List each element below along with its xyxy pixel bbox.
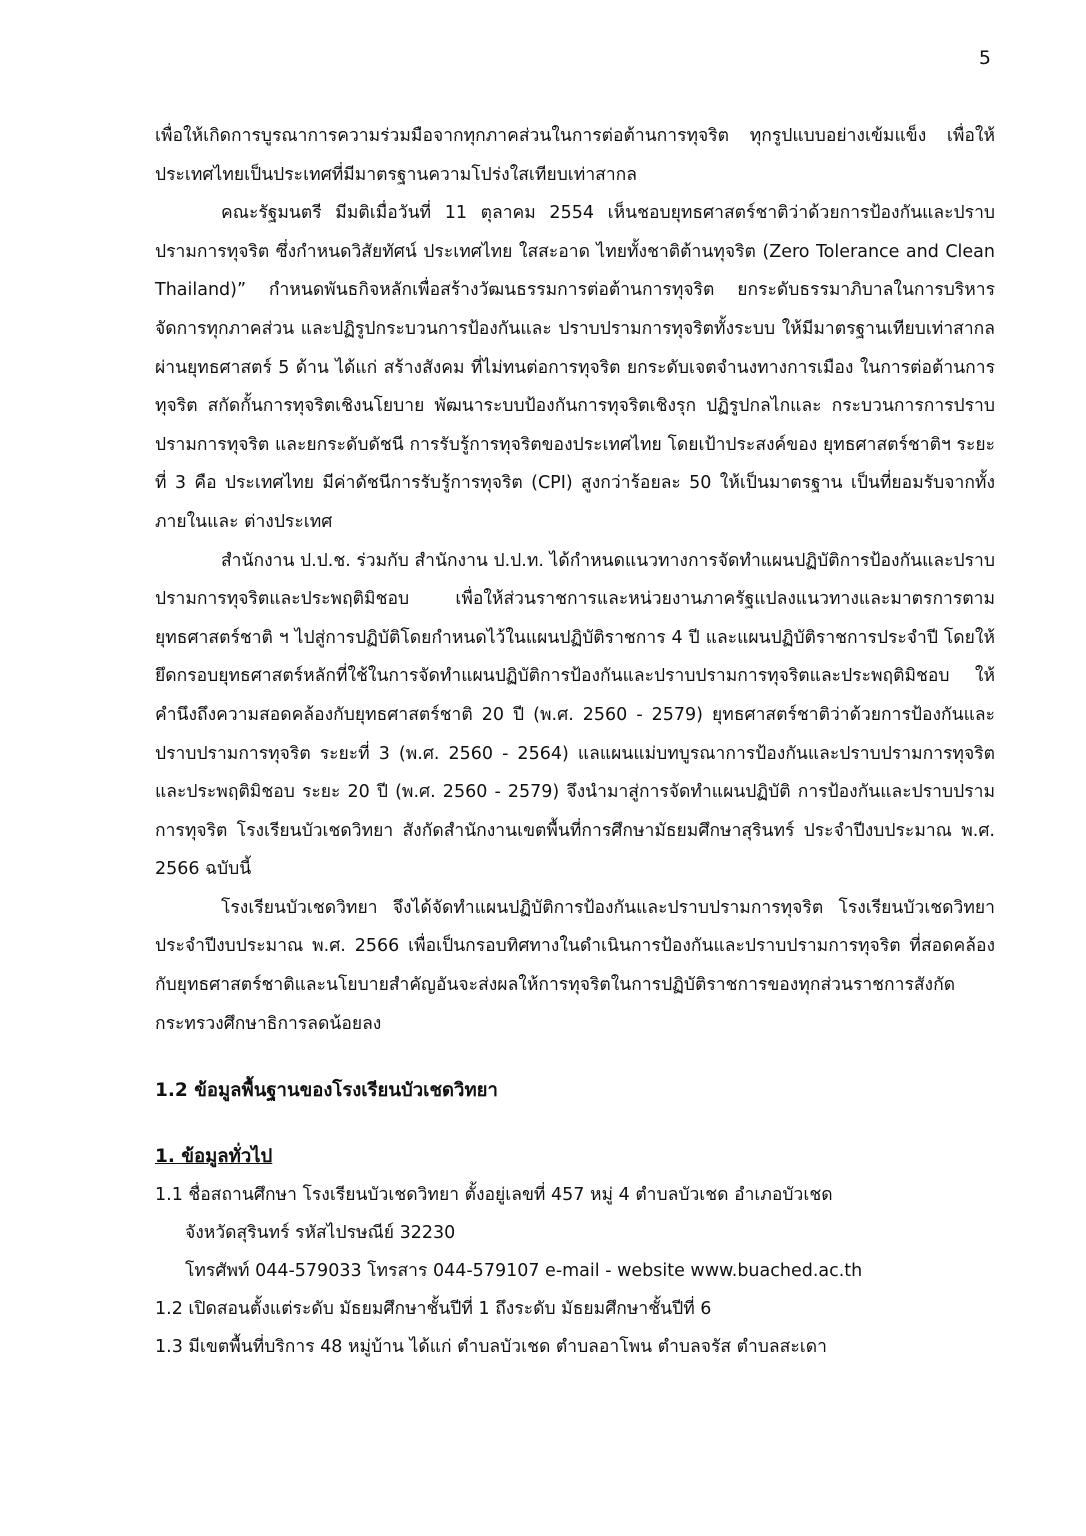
info-province-postal: จังหวัดสุรินทร์ รหัสไปรษณีย์ 32230: [185, 1223, 456, 1243]
section-heading: 1.2 ข้อมูลพื้นฐานของโรงเรียนบัวเชดวิทยา: [155, 1080, 498, 1101]
paragraph-intro: เพื่อให้เกิดการบูรณาการความร่วมมือจากทุกภาคส่วนในการต่อต้านการทุจริต ทุกรูปแบบอย่างเข้มแข็ง เพื่อให้ประเทศไทยเป็นประเทศที่มีมาตรฐานความโปร่งใสเทียบเท่าสากล: [155, 126, 995, 185]
info-contact: โทรศัพท์ 044-579033 โทรสาร 044-579107 e-mail - website www.buached.ac.th: [185, 1261, 863, 1281]
page-number: 5: [978, 47, 991, 69]
info-school-name-address: 1.1 ชื่อสถานศึกษา โรงเรียนบัวเชดวิทยา ตั้งอยู่เลขที่ 457 หมู่ 4 ตำบลบัวเชด อำเภอบัวเชด: [155, 1185, 833, 1205]
info-service-area: 1.3 มีเขตพื้นที่บริการ 48 หมู่บ้าน ได้แก่ ตำบลบัวเชด ตำบลอาโพน ตำบลจรัส ตำบลสะเดา: [155, 1337, 827, 1357]
paragraph-nacc-guidelines: สำนักงาน ป.ป.ช. ร่วมกับ สำนักงาน ป.ป.ท. ได้กำหนดแนวทางการจัดทำแผนปฏิบัติการป้องกันและปราบปรามการทุจริตและประพฤติมิชอบ เพื่อให้ส่วนราชการและหน่วยงานภาครัฐแปลงแนวทางและมาตรการตามยุทธศาสตร์ชาติ ฯ ไปสู่การปฏิบัติโดยกำหนดไว้ในแผนปฏิบัติราชการ 4 ปี และแผนปฏิบัติราชการประจำปี โดยให้ยึดกรอบยุทธศาสตร์หลักที่ใช้ในการจัดทำแผนปฏิบัติการป้องกันและปราบปรามการทุจริตและประพฤติมิชอบ ให้คำนึงถึงความสอดคล้องกับยุทธศาสตร์ชาติ 20 ปี (พ.ศ. 2560 - 2579) ยุทธศาสตร์ชาติว่าด้วยการป้องกันและปราบปรามการทุจริต ระยะที่ 3 (พ.ศ. 2560 - 2564) แลแผนแม่บทบูรณาการป้องกันและปราบปรามการทุจริตและประพฤติมิชอบ ระยะ 20 ปี (พ.ศ. 2560 - 2579) จึงนำมาสู่การจัดทำแผนปฏิบัติ การป้องกันและปราบปราม การทุจริต โรงเรียนบัวเชดวิทยา สังกัดสำนักงานเขตพื้นที่การศึกษามัธยมศึกษาสุรินทร์ ประจำปีงบประมาณ พ.ศ. 2566 ฉบับนี้: [155, 550, 995, 880]
sub-heading-general-info: 1. ข้อมูลทั่วไป: [155, 1146, 273, 1167]
paragraph-cabinet-resolution: คณะรัฐมนตรี มีมติเมื่อวันที่ 11 ตุลาคม 2554 เห็นชอบยุทธศาสตร์ชาติว่าด้วยการป้องกันและปราบปรามการทุจริต ซึ่งกำหนดวิสัยทัศน์ ประเทศไทย ใสสะอาด ไทยทั้งชาติต้านทุจริต (Zero Tolerance and Clean Thailand)” กำหนดพันธกิจหลักเพื่อสร้างวัฒนธรรมการต่อต้านการทุจริต ยกระดับธรรมาภิบาลในการบริหารจัดการทุกภาคส่วน และปฏิรูปกระบวนการป้องกันและ ปราบปรามการทุจริตทั้งระบบ ให้มีมาตรฐานเทียบเท่าสากล ผ่านยุทธศาสตร์ 5 ด้าน ได้แก่ สร้างสังคม ที่ไม่ทนต่อการทุจริต ยกระดับเจตจำนงทางการเมือง ในการต่อต้านการทุจริต สกัดกั้นการทุจริตเชิงนโยบาย พัฒนาระบบป้องกันการทุจริตเชิงรุก ปฏิรูปกลไกและ กระบวนการการปราบปรามการทุจริต และยกระดับดัชนี การรับรู้การทุจริตของประเทศไทย โดยเป้าประสงค์ของ ยุทธศาสตร์ชาติฯ ระยะที่ 3 คือ ประเทศไทย มีค่าดัชนีการรับรู้การทุจริต (CPI) สูงกว่าร้อยละ 50 ให้เป็นมาตรฐาน เป็นที่ยอมรับจากทั้งภายในและ ต่างประเทศ: [155, 203, 995, 532]
body-text: [155, 117, 995, 1043]
paragraph-school-plan: โรงเรียนบัวเชดวิทยา จึงได้จัดทำแผนปฏิบัติการป้องกันและปราบปรามการทุจริต โรงเรียนบัวเชดวิทยา ประจำปีงบประมาณ พ.ศ. 2566 เพื่อเป็นกรอบทิศทางในดำเนินการป้องกันและปราบปรามการทุจริต ที่สอดคล้องกับยุทธศาสตร์ชาติและนโยบายสำคัญอันจะส่งผลให้การทุจริตในการปฏิบัติราชการของทุกส่วนราชการสังกัดกระทรวงศึกษาธิการลดน้อยลง: [155, 897, 995, 1034]
info-grade-levels: 1.2 เปิดสอนตั้งแต่ระดับ มัธยมศึกษาชั้นปีที่ 1 ถึงระดับ มัธยมศึกษาชั้นปีที่ 6: [155, 1299, 712, 1319]
